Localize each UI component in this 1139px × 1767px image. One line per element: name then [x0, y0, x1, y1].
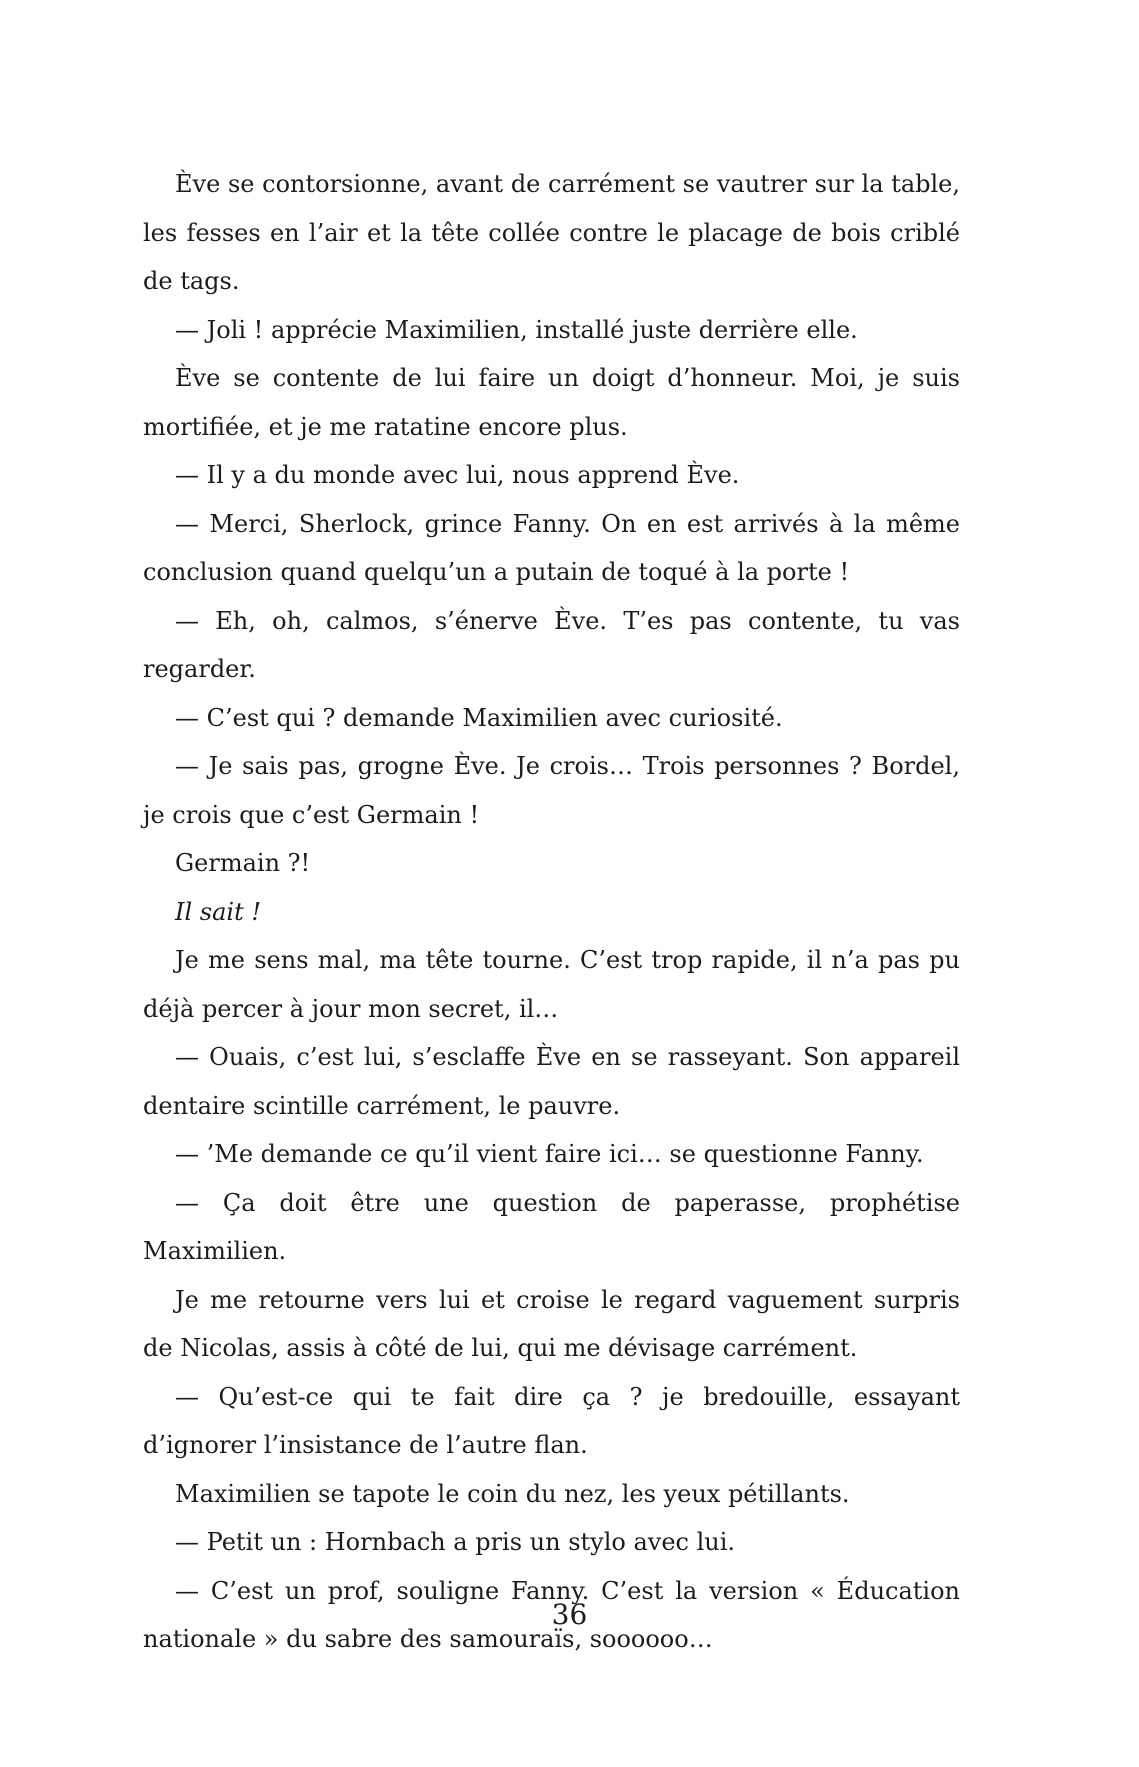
- paragraph: — C’est un prof, souligne Fanny. C’est la version « Éducation nationale » du sabre des samouraïs, soooooo…: [143, 1576, 960, 1653]
- page-body: [143, 160, 960, 1664]
- paragraph: — Ouais, c’est lui, s’esclaffe Ève en se rasseyant. Son appareil dentaire scintille carrément, le pauvre.: [143, 1043, 960, 1120]
- paragraph: Ève se contorsionne, avant de carrément se vautrer sur la table, les fesses en l’air et la tête collée contre le placage de bois criblé de tags.: [143, 170, 960, 295]
- page-number: 36: [551, 1598, 588, 1631]
- paragraph: Je me retourne vers lui et croise le regard vaguement surpris de Nicolas, assis à côté de lui, qui me dévisage carrément.: [143, 1285, 960, 1362]
- paragraph: — C’est qui ? demande Maximilien avec curiosité.: [175, 703, 783, 732]
- paragraph: — Ça doit être une question de paperasse, prophétise Maximilien.: [143, 1188, 960, 1265]
- paragraph: — ’Me demande ce qu’il vient faire ici… se questionne Fanny.: [175, 1140, 924, 1168]
- paragraph: — Je sais pas, grogne Ève. Je crois… Trois personnes ? Bordel, je crois que c’est Germain !: [143, 752, 960, 829]
- paragraph: — Il y a du monde avec lui, nous apprend Ève.: [175, 461, 740, 489]
- paragraph: — Eh, oh, calmos, s’énerve Ève. T’es pas contente, tu vas regarder.: [143, 606, 960, 683]
- paragraph: — Petit un : Hornbach a pris un stylo avec lui.: [175, 1528, 736, 1556]
- paragraph: — Merci, Sherlock, grince Fanny. On en est arrivés à la même conclusion quand quelqu’un a putain de toqué à la porte !: [143, 509, 960, 586]
- paragraph: — Qu’est-ce qui te fait dire ça ? je bredouille, essayant d’ignorer l’insistance de l’autre flan.: [143, 1382, 960, 1459]
- paragraph: — Joli ! apprécie Maximilien, installé juste derrière elle.: [175, 315, 858, 344]
- paragraph: Maximilien se tapote le coin du nez, les yeux pétillants.: [175, 1479, 850, 1508]
- italic-paragraph: Il sait !: [175, 897, 262, 926]
- paragraph: Ève se contente de lui faire un doigt d’honneur. Moi, je suis mortifiée, et je me ratatine encore plus.: [143, 364, 960, 441]
- paragraph: Germain ?!: [175, 849, 311, 877]
- paragraph: Je me sens mal, ma tête tourne. C’est trop rapide, il n’a pas pu déjà percer à jour mon secret, il…: [143, 946, 960, 1023]
